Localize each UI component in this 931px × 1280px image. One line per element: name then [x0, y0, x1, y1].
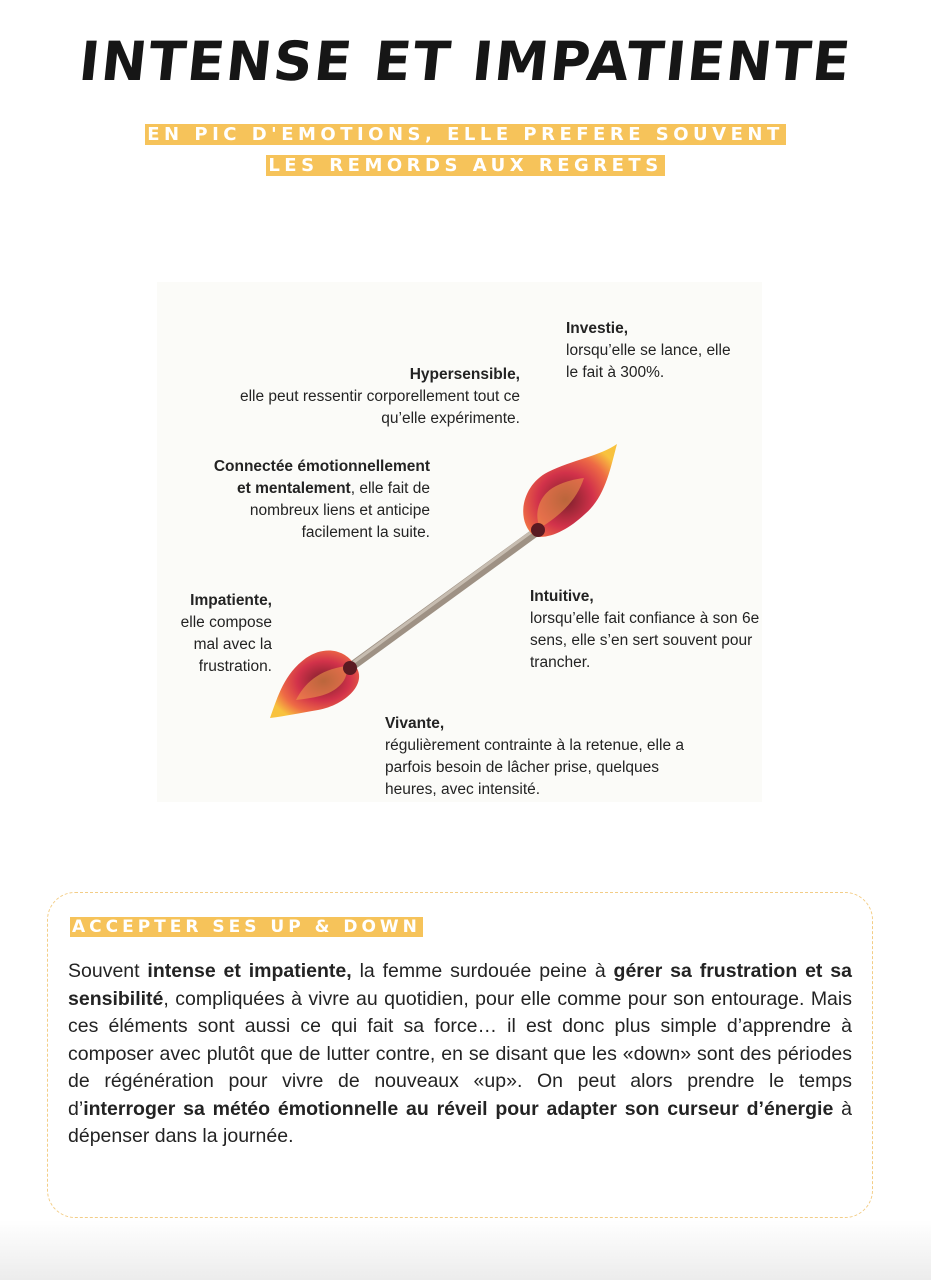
annotation-investie	[566, 318, 746, 384]
match-stick-highlight	[354, 530, 534, 662]
annotation-investie-text: lorsqu’elle se lance, elle le fait à 300%.	[566, 342, 731, 381]
subtitle-line-1-text: EN PIC D'EMOTIONS, ELLE PREFERE SOUVENT	[147, 124, 784, 145]
paragraph-part-3: , compliquées à vivre au quotidien, pour elle comme pour son entourage. Mais ces éléments sont aussi ce qui fait sa force… il est donc plus simple d’apprendre à composer avec plutôt que de lutter contre, en se disant que les «down» sont des périodes de régénération pour vivre de nouveaux «up». On peut alors prendre le temps d’	[68, 987, 852, 1120]
paragraph-part-2: la femme surdouée peine à	[351, 960, 614, 982]
annotation-impatiente-text: elle compose mal avec la frustration.	[180, 614, 272, 675]
annotation-hypersensible	[226, 364, 520, 430]
top-match-head	[531, 523, 545, 537]
annotation-connectee-bold: Connectée émotionnellement et mentalement	[213, 458, 430, 497]
annotation-connectee-text: , elle fait de nombreux liens et anticipe facilement la suite.	[249, 480, 430, 541]
info-box-heading	[70, 916, 423, 938]
annotation-intuitive	[530, 586, 762, 674]
annotation-hypersensible-bold: Hypersensible,	[409, 366, 520, 383]
annotation-hypersensible-text: elle peut ressentir corporellement tout ce qu’elle expérimente.	[239, 388, 520, 427]
paragraph-part-4: à dépenser dans la journée.	[68, 1097, 852, 1147]
annotation-vivante-bold: Vivante,	[385, 715, 445, 732]
annotation-impatiente-bold: Impatiente,	[190, 592, 272, 609]
bottom-match-head	[343, 661, 357, 675]
subtitle-line-2-text: LES REMORDS AUX REGRETS	[268, 155, 663, 176]
annotation-intuitive-text: lorsqu’elle fait confiance à son 6e sens, elle s’en sert souvent pour trancher.	[530, 610, 760, 671]
info-box-heading-text: ACCEPTER SES UP & DOWN	[72, 917, 421, 937]
info-box-paragraph	[68, 958, 852, 1151]
paragraph-part-1: Souvent	[68, 960, 148, 982]
paragraph-bold-2: gérer sa frustration et sa sensibilité	[68, 960, 852, 1010]
annotation-vivante-text: régulièrement contrainte à la retenue, elle a parfois besoin de lâcher prise, quelques heures, avec intensité.	[385, 737, 684, 798]
annotation-investie-bold: Investie,	[566, 320, 629, 337]
annotation-connectee	[202, 456, 430, 544]
annotation-vivante	[385, 713, 705, 801]
paragraph-bold-1: intense et impatiente,	[147, 960, 352, 982]
paragraph-bold-3: interroger sa météo émotionnelle au réveil pour adapter son curseur d’énergie	[83, 1097, 834, 1120]
page-title: INTENSE ET IMPATIENTE	[76, 30, 855, 93]
annotation-impatiente	[158, 590, 272, 678]
match-stick	[352, 532, 536, 666]
annotation-intuitive-bold: Intuitive,	[530, 588, 594, 605]
